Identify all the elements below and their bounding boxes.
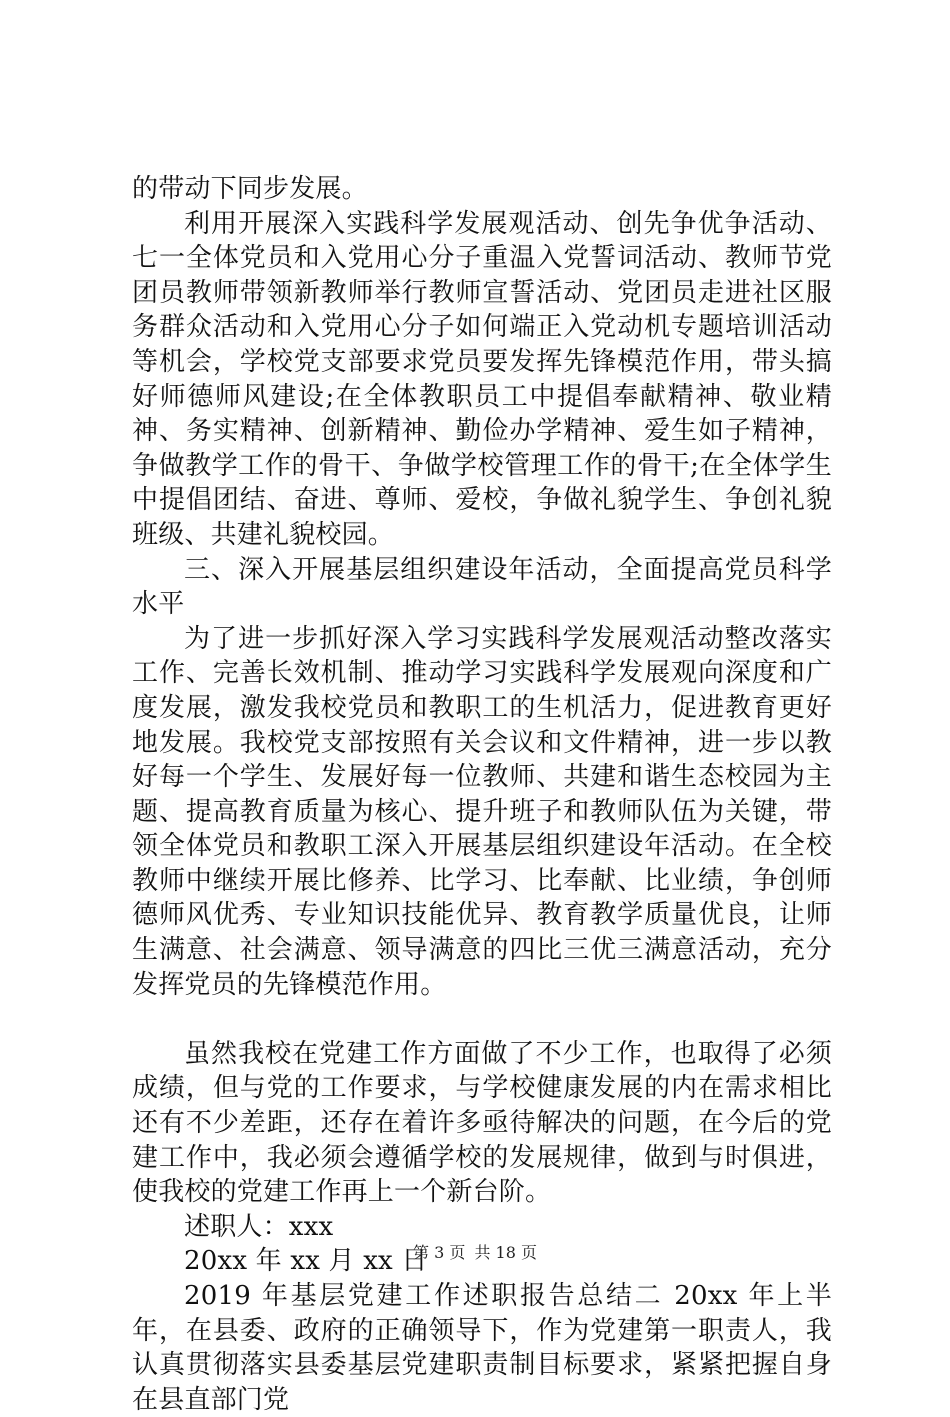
paragraph-activities: 利用开展深入实践科学发展观活动、创先争优争活动、七一全体党员和入党用心分子重温入党誓词活动、教师节党团员教师带领新教师举行教师宣誓活动、党团员走进社区服务群众活动和入党用心分子如何端正入党动机专题培训活动等机会，学校党支部要求党员要发挥先锋模范作用，带头搞好师德师风建设;在全体教职员工中提倡奉献精神、敬业精神、务实精神、创新精神、勤俭办学精神、爱生如子精神，争做教学工作的骨干、争做学校管理工作的骨干;在全体学生中提倡团结、奋进、尊师、爱校，争做礼貌学生、争创礼貌班级、共建礼貌校园。	[132, 208, 832, 550]
page-number: 第 3 页	[413, 1243, 466, 1262]
paragraph-organization-building: 为了进一步抓好深入学习实践科学发展观活动整改落实工作、完善长效机制、推动学习实践科学发展观向深度和广度发展，激发我校党员和教职工的生机活力，促进教育更好地发展。我校党支部按照有关会议和文件精神，进一步以教好每一个学生、发展好每一位教师、共建和谐生态校园为主题、提高教育质量为核心、提升班子和教师队伍为关键，带领全体党员和教职工深入开展基层组织建设年活动。在全校教师中继续开展比修养、比学习、比奉献、比业绩，争创师德师风优秀、专业知识技能优异、教育教学质量优良，让师生满意、社会满意、领导满意的四比三优三满意活动，充分发挥党员的先锋模范作用。	[132, 623, 832, 1000]
page-total: 共 18 页	[474, 1243, 537, 1262]
paragraph-spacer	[132, 1002, 832, 1037]
paragraph-report-two: 2019 年基层党建工作述职报告总结二 20xx 年上半年，在县委、政府的正确领导下，作为党建第一职责人，我认真贯彻落实县委基层党建职责制目标要求，紧紧把握自身在县直部门党	[132, 1281, 832, 1415]
paragraph-continuation: 的带动下同步发展。	[132, 174, 368, 204]
page-footer	[0, 1243, 950, 1263]
paragraph-summary: 虽然我校在党建工作方面做了不少工作，也取得了必须成绩，但与党的工作要求，与学校健康发展的内在需求相比还有不少差距，还存在着许多亟待解决的问题，在今后的党建工作中，我必须会遵循学校的发展规律，做到与时俱进，使我校的党建工作再上一个新台阶。	[132, 1038, 832, 1208]
date-line: 20xx 年 xx 月 xx 日	[184, 1246, 428, 1277]
reporter-line: 述职人：xxx	[184, 1211, 334, 1242]
document-body	[132, 172, 832, 1417]
section-heading: 三、深入开展基层组织建设年活动，全面提高党员科学水平	[132, 554, 832, 620]
